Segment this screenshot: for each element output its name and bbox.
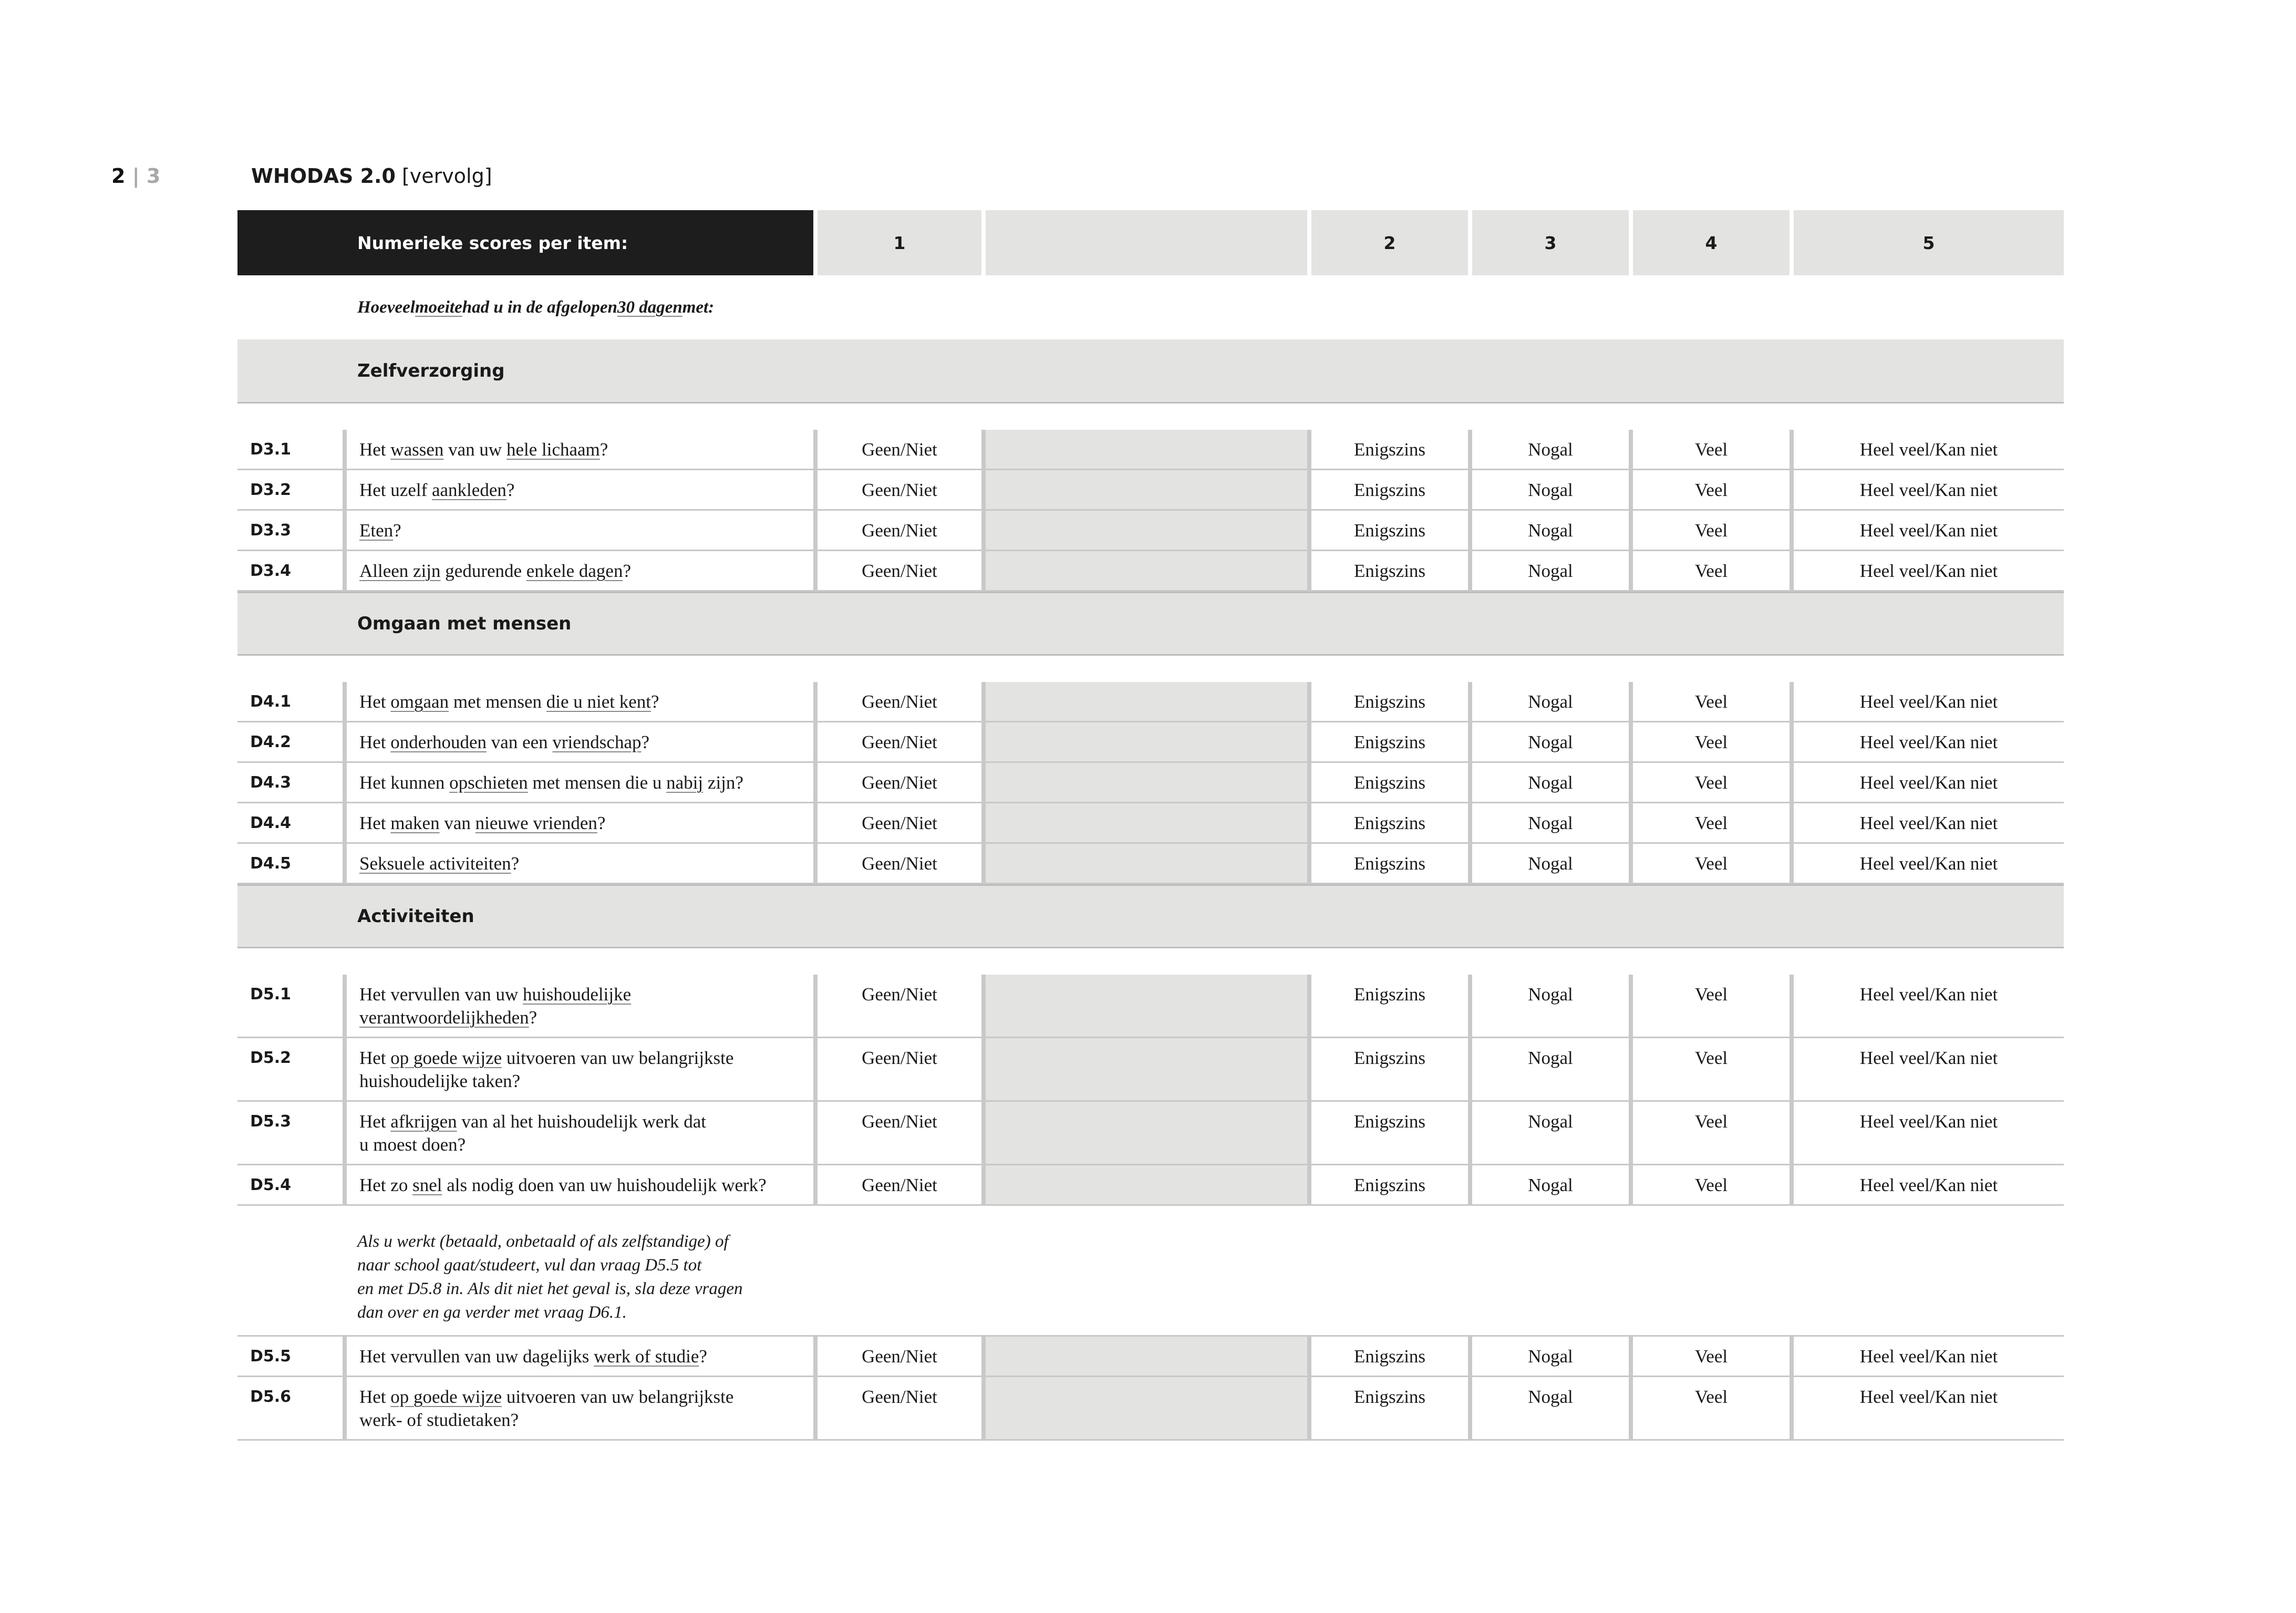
- item-code: D3.2: [237, 470, 343, 511]
- row-divider: [1468, 1377, 1472, 1441]
- item-question: Het omgaan met mensen die u niet kent?: [347, 682, 813, 722]
- answer-option[interactable]: Heel veel/Kan niet: [1794, 1038, 2064, 1102]
- answer-option[interactable]: Veel: [1633, 763, 1790, 803]
- header-gap: [1790, 210, 1794, 275]
- answer-option[interactable]: Veel: [1633, 551, 1790, 592]
- row-divider: [1790, 1165, 1794, 1206]
- whodas-table: [237, 210, 2060, 1441]
- row-divider: [1468, 470, 1472, 511]
- answer-option[interactable]: Heel veel/Kan niet: [1794, 682, 2064, 722]
- answer-blank: [986, 682, 1307, 722]
- row-divider: [1790, 803, 1794, 844]
- answer-option[interactable]: Geen/Niet: [818, 470, 981, 511]
- answer-blank: [986, 511, 1307, 551]
- answer-option[interactable]: Nogal: [1472, 1337, 1629, 1377]
- row-divider: [1307, 1165, 1311, 1206]
- answer-option[interactable]: Geen/Niet: [818, 975, 981, 1038]
- row-divider: [343, 1165, 347, 1206]
- document-title: [251, 164, 492, 188]
- answer-option[interactable]: Heel veel/Kan niet: [1794, 1165, 2064, 1206]
- answer-option[interactable]: Enigszins: [1311, 1165, 1468, 1206]
- header-label-cell: [237, 210, 813, 275]
- answer-option[interactable]: Geen/Niet: [818, 722, 981, 763]
- row-divider: [1307, 1102, 1311, 1165]
- answer-option[interactable]: Heel veel/Kan niet: [1794, 470, 2064, 511]
- item-code: D3.4: [237, 551, 343, 592]
- answer-option[interactable]: Enigszins: [1311, 722, 1468, 763]
- row-divider: [981, 975, 986, 1038]
- row-divider: [981, 1102, 986, 1165]
- answer-blank: [986, 975, 1307, 1038]
- item-question: Het maken van nieuwe vrienden?: [347, 803, 813, 844]
- row-divider: [343, 844, 347, 884]
- answer-option[interactable]: Geen/Niet: [818, 803, 981, 844]
- row-divider: [1468, 844, 1472, 884]
- row-divider: [813, 430, 818, 470]
- page-number: [111, 164, 160, 188]
- item-question: Het vervullen van uw huishoudelijke verantwoordelijkheden?: [347, 975, 813, 1038]
- row-divider: [1790, 1102, 1794, 1165]
- row-divider: [1790, 430, 1794, 470]
- row-divider: [981, 551, 986, 592]
- answer-option[interactable]: Geen/Niet: [818, 844, 981, 884]
- answer-option[interactable]: Nogal: [1472, 1165, 1629, 1206]
- answer-option[interactable]: Heel veel/Kan niet: [1794, 803, 2064, 844]
- row-divider: [1629, 763, 1633, 803]
- answer-option[interactable]: Enigszins: [1311, 1377, 1468, 1441]
- page-current: 2: [111, 164, 126, 188]
- row-divider: [813, 682, 818, 722]
- answer-blank: [986, 722, 1307, 763]
- answer-blank: [986, 1337, 1307, 1377]
- answer-option[interactable]: Veel: [1633, 1377, 1790, 1441]
- answer-option[interactable]: Nogal: [1472, 551, 1629, 592]
- answer-option[interactable]: Veel: [1633, 1102, 1790, 1165]
- row-divider: [981, 722, 986, 763]
- row-divider: [1307, 1038, 1311, 1102]
- row-divider: [1468, 722, 1472, 763]
- title-suffix: [vervolg]: [401, 164, 492, 188]
- row-divider: [1468, 430, 1472, 470]
- answer-option[interactable]: Veel: [1633, 803, 1790, 844]
- row-divider: [1307, 511, 1311, 551]
- row-divider: [1629, 551, 1633, 592]
- work-instruction-note: Als u werkt (betaald, onbetaald of als zelfstandige) of naar school gaat/studeert, vul dan vraag D5.5 tot en met D5.8 in. Als dit niet het geval is, sla deze vragen dan over en ga verder met vraag D6.1.: [237, 1206, 2064, 1337]
- answer-option[interactable]: Geen/Niet: [818, 682, 981, 722]
- section-header: Omgaan met mensen: [237, 592, 2064, 656]
- row-divider: [1307, 430, 1311, 470]
- item-code: D5.5: [237, 1337, 343, 1377]
- answer-option[interactable]: Enigszins: [1311, 551, 1468, 592]
- row-divider: [343, 551, 347, 592]
- answer-option[interactable]: Nogal: [1472, 1377, 1629, 1441]
- row-divider: [1468, 803, 1472, 844]
- page-separator: |: [132, 164, 140, 188]
- answer-option[interactable]: Veel: [1633, 682, 1790, 722]
- row-divider: [981, 1165, 986, 1206]
- instruction-text: Hoeveel moeite had u in de afgelopen 30 dagen met:: [357, 297, 715, 317]
- row-divider: [813, 1337, 818, 1377]
- row-divider: [1307, 763, 1311, 803]
- answer-option[interactable]: Nogal: [1472, 682, 1629, 722]
- score-header-blank: [986, 210, 1307, 275]
- row-divider: [343, 511, 347, 551]
- answer-blank: [986, 1165, 1307, 1206]
- answer-option[interactable]: Geen/Niet: [818, 1038, 981, 1102]
- answer-option[interactable]: Veel: [1633, 844, 1790, 884]
- row-divider: [1468, 682, 1472, 722]
- row-divider: [343, 722, 347, 763]
- item-code: D5.4: [237, 1165, 343, 1206]
- answer-option[interactable]: Geen/Niet: [818, 551, 981, 592]
- answer-option[interactable]: Heel veel/Kan niet: [1794, 1377, 2064, 1441]
- row-divider: [1629, 1165, 1633, 1206]
- page-total: 3: [146, 164, 161, 188]
- answer-option[interactable]: Enigszins: [1311, 975, 1468, 1038]
- row-divider: [981, 1337, 986, 1377]
- row-divider: [813, 722, 818, 763]
- section-header: Activiteiten: [237, 884, 2064, 948]
- row-divider: [1307, 682, 1311, 722]
- row-divider: [813, 975, 818, 1038]
- row-divider: [1468, 1102, 1472, 1165]
- row-divider: [343, 1337, 347, 1377]
- answer-option[interactable]: Nogal: [1472, 722, 1629, 763]
- answer-option[interactable]: Nogal: [1472, 430, 1629, 470]
- answer-option[interactable]: Geen/Niet: [818, 430, 981, 470]
- answer-option[interactable]: Heel veel/Kan niet: [1794, 722, 2064, 763]
- row-divider: [1307, 551, 1311, 592]
- row-divider: [1790, 1377, 1794, 1441]
- row-divider: [343, 470, 347, 511]
- answer-option[interactable]: Enigszins: [1311, 844, 1468, 884]
- score-header-4: 4: [1633, 210, 1790, 275]
- answer-option[interactable]: Nogal: [1472, 844, 1629, 884]
- score-header-1: 1: [818, 210, 981, 275]
- answer-option[interactable]: Nogal: [1472, 1102, 1629, 1165]
- answer-option[interactable]: Heel veel/Kan niet: [1794, 763, 2064, 803]
- item-code: D5.6: [237, 1377, 343, 1441]
- row-divider: [1790, 1038, 1794, 1102]
- row-divider: [1790, 682, 1794, 722]
- row-divider: [1629, 430, 1633, 470]
- row-divider: [1307, 1337, 1311, 1377]
- item-question: Het vervullen van uw dagelijks werk of studie?: [347, 1337, 813, 1377]
- item-question: Eten?: [347, 511, 813, 551]
- item-question: Het op goede wijze uitvoeren van uw belangrijkste werk- of studietaken?: [347, 1377, 813, 1441]
- answer-option[interactable]: Enigszins: [1311, 682, 1468, 722]
- answer-option[interactable]: Nogal: [1472, 975, 1629, 1038]
- row-divider: [1790, 1337, 1794, 1377]
- answer-option[interactable]: Enigszins: [1311, 430, 1468, 470]
- item-code: D3.1: [237, 430, 343, 470]
- answer-option[interactable]: Veel: [1633, 1337, 1790, 1377]
- answer-option[interactable]: Heel veel/Kan niet: [1794, 511, 2064, 551]
- item-code: D4.1: [237, 682, 343, 722]
- row-divider: [1790, 511, 1794, 551]
- row-divider: [1307, 844, 1311, 884]
- row-divider: [1307, 975, 1311, 1038]
- row-divider: [1790, 551, 1794, 592]
- answer-option[interactable]: Geen/Niet: [818, 763, 981, 803]
- row-divider: [343, 682, 347, 722]
- row-divider: [1468, 975, 1472, 1038]
- answer-option[interactable]: Enigszins: [1311, 803, 1468, 844]
- item-code: D3.3: [237, 511, 343, 551]
- answer-option[interactable]: Nogal: [1472, 803, 1629, 844]
- section-spacer: [237, 656, 2064, 682]
- answer-blank: [986, 1377, 1307, 1441]
- row-divider: [343, 1102, 347, 1165]
- row-divider: [813, 1165, 818, 1206]
- row-divider: [981, 844, 986, 884]
- answer-option[interactable]: Enigszins: [1311, 1038, 1468, 1102]
- row-divider: [813, 1102, 818, 1165]
- answer-option[interactable]: Geen/Niet: [818, 1102, 981, 1165]
- answer-option[interactable]: Geen/Niet: [818, 1165, 981, 1206]
- answer-option[interactable]: Heel veel/Kan niet: [1794, 1337, 2064, 1377]
- answer-option[interactable]: Enigszins: [1311, 763, 1468, 803]
- answer-option[interactable]: Geen/Niet: [818, 1377, 981, 1441]
- row-divider: [981, 430, 986, 470]
- section-spacer: [237, 948, 2064, 975]
- row-divider: [813, 763, 818, 803]
- row-divider: [981, 1038, 986, 1102]
- answer-blank: [986, 803, 1307, 844]
- section-spacer: [237, 404, 2064, 430]
- answer-option[interactable]: Nogal: [1472, 1038, 1629, 1102]
- row-divider: [813, 511, 818, 551]
- row-divider: [981, 511, 986, 551]
- row-divider: [1468, 1038, 1472, 1102]
- row-divider: [981, 682, 986, 722]
- answer-option[interactable]: Nogal: [1472, 763, 1629, 803]
- section-header: Zelfverzorging: [237, 339, 2064, 404]
- header-gap: [1629, 210, 1633, 275]
- header-gap: [1307, 210, 1311, 275]
- answer-option[interactable]: Veel: [1633, 430, 1790, 470]
- answer-blank: [986, 430, 1307, 470]
- row-divider: [1468, 511, 1472, 551]
- item-code: D5.3: [237, 1102, 343, 1165]
- answer-option[interactable]: Veel: [1633, 470, 1790, 511]
- answer-option[interactable]: Heel veel/Kan niet: [1794, 551, 2064, 592]
- row-divider: [1629, 975, 1633, 1038]
- answer-option[interactable]: Veel: [1633, 1165, 1790, 1206]
- answer-option[interactable]: Geen/Niet: [818, 1337, 981, 1377]
- row-divider: [813, 551, 818, 592]
- answer-option[interactable]: Heel veel/Kan niet: [1794, 1102, 2064, 1165]
- row-divider: [1629, 1377, 1633, 1441]
- row-divider: [343, 975, 347, 1038]
- score-header-2: 2: [1311, 210, 1468, 275]
- score-header-3: 3: [1472, 210, 1629, 275]
- answer-option[interactable]: Veel: [1633, 722, 1790, 763]
- row-divider: [1790, 722, 1794, 763]
- answer-option[interactable]: Veel: [1633, 1038, 1790, 1102]
- answer-option[interactable]: Nogal: [1472, 470, 1629, 511]
- item-question: Het kunnen opschieten met mensen die u nabij zijn?: [347, 763, 813, 803]
- header-gap: [981, 210, 986, 275]
- answer-option[interactable]: Heel veel/Kan niet: [1794, 844, 2064, 884]
- row-divider: [1629, 722, 1633, 763]
- item-code: D5.2: [237, 1038, 343, 1102]
- row-divider: [1629, 511, 1633, 551]
- answer-blank: [986, 844, 1307, 884]
- item-question: Seksuele activiteiten?: [347, 844, 813, 884]
- row-divider: [1629, 1102, 1633, 1165]
- item-question: Het afkrijgen van al het huishoudelijk werk dat u moest doen?: [347, 1102, 813, 1165]
- row-divider: [1790, 844, 1794, 884]
- answer-option[interactable]: Enigszins: [1311, 1102, 1468, 1165]
- row-divider: [343, 1377, 347, 1441]
- header-gap: [1468, 210, 1472, 275]
- row-divider: [343, 803, 347, 844]
- answer-option[interactable]: Enigszins: [1311, 1337, 1468, 1377]
- answer-option[interactable]: Geen/Niet: [818, 511, 981, 551]
- row-divider: [1468, 551, 1472, 592]
- answer-option[interactable]: Enigszins: [1311, 470, 1468, 511]
- item-code: D4.2: [237, 722, 343, 763]
- item-question: Alleen zijn gedurende enkele dagen?: [347, 551, 813, 592]
- answer-blank: [986, 763, 1307, 803]
- row-divider: [1468, 1337, 1472, 1377]
- title-main: WHODAS 2.0: [251, 164, 396, 188]
- answer-blank: [986, 551, 1307, 592]
- header-label: Numerieke scores per item:: [357, 232, 628, 253]
- item-code: D5.1: [237, 975, 343, 1038]
- row-divider: [981, 763, 986, 803]
- row-divider: [1629, 470, 1633, 511]
- row-divider: [1307, 470, 1311, 511]
- row-divider: [343, 1038, 347, 1102]
- row-divider: [981, 470, 986, 511]
- row-divider: [813, 844, 818, 884]
- score-header-5: 5: [1794, 210, 2064, 275]
- row-divider: [981, 803, 986, 844]
- answer-option[interactable]: Nogal: [1472, 511, 1629, 551]
- answer-option[interactable]: Heel veel/Kan niet: [1794, 975, 2064, 1038]
- row-divider: [813, 1377, 818, 1441]
- row-divider: [1468, 763, 1472, 803]
- row-divider: [1629, 803, 1633, 844]
- row-divider: [1307, 803, 1311, 844]
- answer-option[interactable]: Veel: [1633, 511, 1790, 551]
- item-code: D4.4: [237, 803, 343, 844]
- row-divider: [1790, 470, 1794, 511]
- item-question: Het zo snel als nodig doen van uw huishoudelijk werk?: [347, 1165, 813, 1206]
- row-divider: [1629, 1337, 1633, 1377]
- row-divider: [981, 1377, 986, 1441]
- item-question: Het uzelf aankleden?: [347, 470, 813, 511]
- answer-blank: [986, 1038, 1307, 1102]
- row-divider: [1307, 722, 1311, 763]
- row-divider: [1468, 1165, 1472, 1206]
- row-divider: [813, 470, 818, 511]
- row-divider: [1790, 763, 1794, 803]
- row-divider: [1307, 1377, 1311, 1441]
- answer-blank: [986, 1102, 1307, 1165]
- answer-option[interactable]: Veel: [1633, 975, 1790, 1038]
- row-divider: [1629, 1038, 1633, 1102]
- item-code: D4.5: [237, 844, 343, 884]
- row-divider: [1629, 682, 1633, 722]
- item-question: Het op goede wijze uitvoeren van uw belangrijkste huishoudelijke taken?: [347, 1038, 813, 1102]
- item-code: D4.3: [237, 763, 343, 803]
- row-divider: [343, 430, 347, 470]
- item-question: Het onderhouden van een vriendschap?: [347, 722, 813, 763]
- item-question: Het wassen van uw hele lichaam?: [347, 430, 813, 470]
- answer-blank: [986, 470, 1307, 511]
- row-divider: [343, 763, 347, 803]
- row-divider: [813, 803, 818, 844]
- row-divider: [1790, 975, 1794, 1038]
- answer-option[interactable]: Heel veel/Kan niet: [1794, 430, 2064, 470]
- header-gap: [813, 210, 818, 275]
- answer-option[interactable]: Enigszins: [1311, 511, 1468, 551]
- row-divider: [813, 1038, 818, 1102]
- row-divider: [1629, 844, 1633, 884]
